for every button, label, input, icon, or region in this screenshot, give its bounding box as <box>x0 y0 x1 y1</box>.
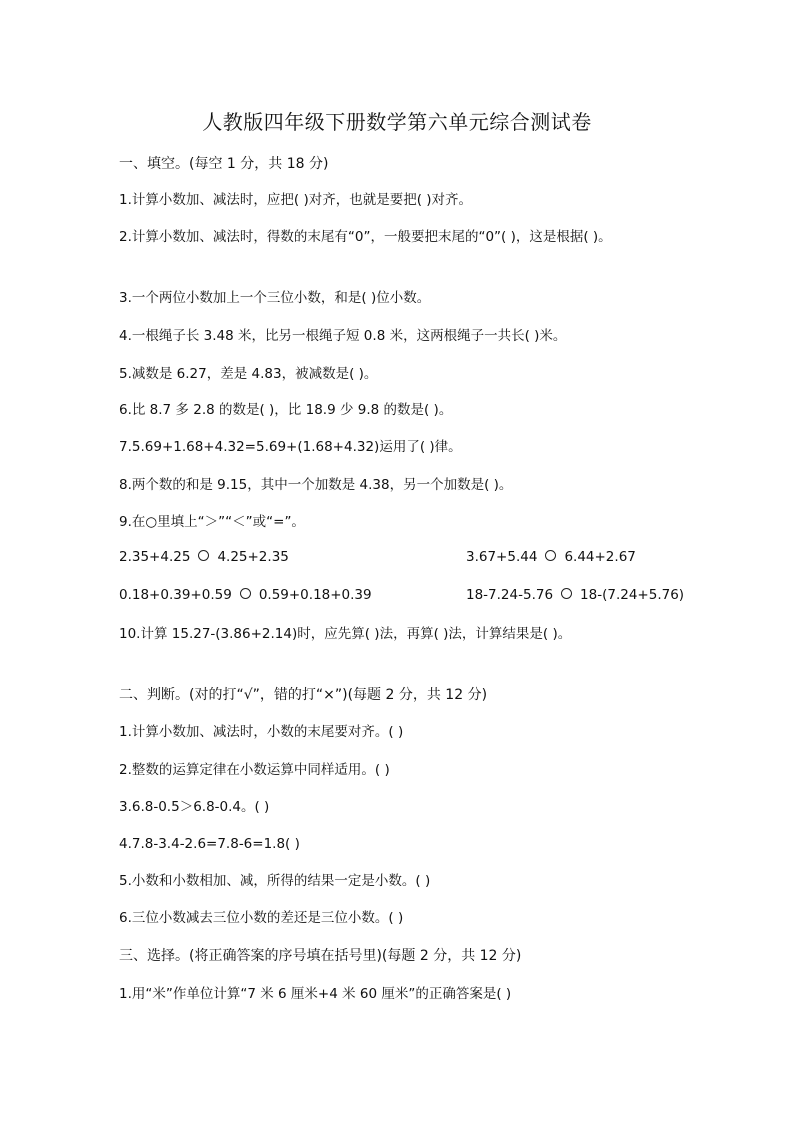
section1-heading: 一、填空。(每空 1 分，共 18 分) <box>119 156 329 172</box>
question-1-7: 7.5.69+1.68+4.32=5.69+(1.68+4.32)运用了( )律。 <box>119 439 462 455</box>
judge-item-2: 2.整数的运算定律在小数运算中同样适用。( ) <box>119 762 390 778</box>
question-1-9: 9.在○里填上“＞”“＜”或“=”。 <box>119 514 305 530</box>
section2-heading: 二、判断。(对的打“√”，错的打“×”)(每题 2 分，共 12 分) <box>119 687 488 703</box>
expression: 3.67+5.44 <box>466 549 538 565</box>
expression: 0.18+0.39+0.59 <box>119 587 232 603</box>
question-1-4: 4.一根绳子长 3.48 米，比另一根绳子短 0.8 米，这两根绳子一共长( )米。 <box>119 328 567 344</box>
answer-circle-icon[interactable] <box>545 550 556 561</box>
question-1-6: 6.比 8.7 多 2.8 的数是( )，比 18.9 少 9.8 的数是( )。 <box>119 402 453 418</box>
choice-item-1: 1.用“米”作单位计算“7 米 6 厘米+4 米 60 厘米”的正确答案是( ) <box>119 986 512 1002</box>
answer-circle-icon[interactable] <box>240 588 251 599</box>
question-1-10: 10.计算 15.27-(3.86+2.14)时，应先算( )法，再算( )法，计算结果是( )。 <box>119 626 572 642</box>
section3-heading: 三、选择。(将正确答案的序号填在括号里)(每题 2 分，共 12 分) <box>119 948 522 964</box>
expression: 0.59+0.18+0.39 <box>258 587 372 603</box>
compare-row-1-left <box>119 549 289 565</box>
compare-row-2-right <box>466 587 684 603</box>
question-1-5: 5.减数是 6.27，差是 4.83，被减数是( )。 <box>119 366 378 382</box>
expression: 4.25+2.35 <box>217 549 289 565</box>
expression: 18-(7.24+5.76) <box>580 587 685 603</box>
answer-circle-icon[interactable] <box>561 588 572 599</box>
judge-item-6: 6.三位小数减去三位小数的差还是三位小数。( ) <box>119 910 404 926</box>
judge-item-1: 1.计算小数加、减法时，小数的末尾要对齐。( ) <box>119 724 404 740</box>
exam-title: 人教版四年级下册数学第六单元综合测试卷 <box>202 110 592 134</box>
compare-row-1-right <box>466 549 636 565</box>
judge-item-3: 3.6.8-0.5＞6.8-0.4。( ) <box>119 799 270 815</box>
expression: 18-7.24-5.76 <box>466 587 554 603</box>
expression: 6.44+2.67 <box>564 549 636 565</box>
question-1-3: 3.一个两位小数加上一个三位小数，和是( )位小数。 <box>119 290 431 306</box>
question-1-8: 8.两个数的和是 9.15，其中一个加数是 4.38，另一个加数是( )。 <box>119 477 513 493</box>
question-1-1: 1.计算小数加、减法时，应把( )对齐，也就是要把( )对齐。 <box>119 192 473 208</box>
answer-circle-icon[interactable] <box>198 550 209 561</box>
question-1-2: 2.计算小数加、减法时，得数的末尾有“0”，一般要把末尾的“0”( )，这是根据( )。 <box>119 229 612 245</box>
compare-row-2-left <box>119 587 372 603</box>
judge-item-5: 5.小数和小数相加、减，所得的结果一定是小数。( ) <box>119 873 431 889</box>
expression: 2.35+4.25 <box>119 549 191 565</box>
judge-item-4: 4.7.8-3.4-2.6=7.8-6=1.8( ) <box>119 836 300 852</box>
